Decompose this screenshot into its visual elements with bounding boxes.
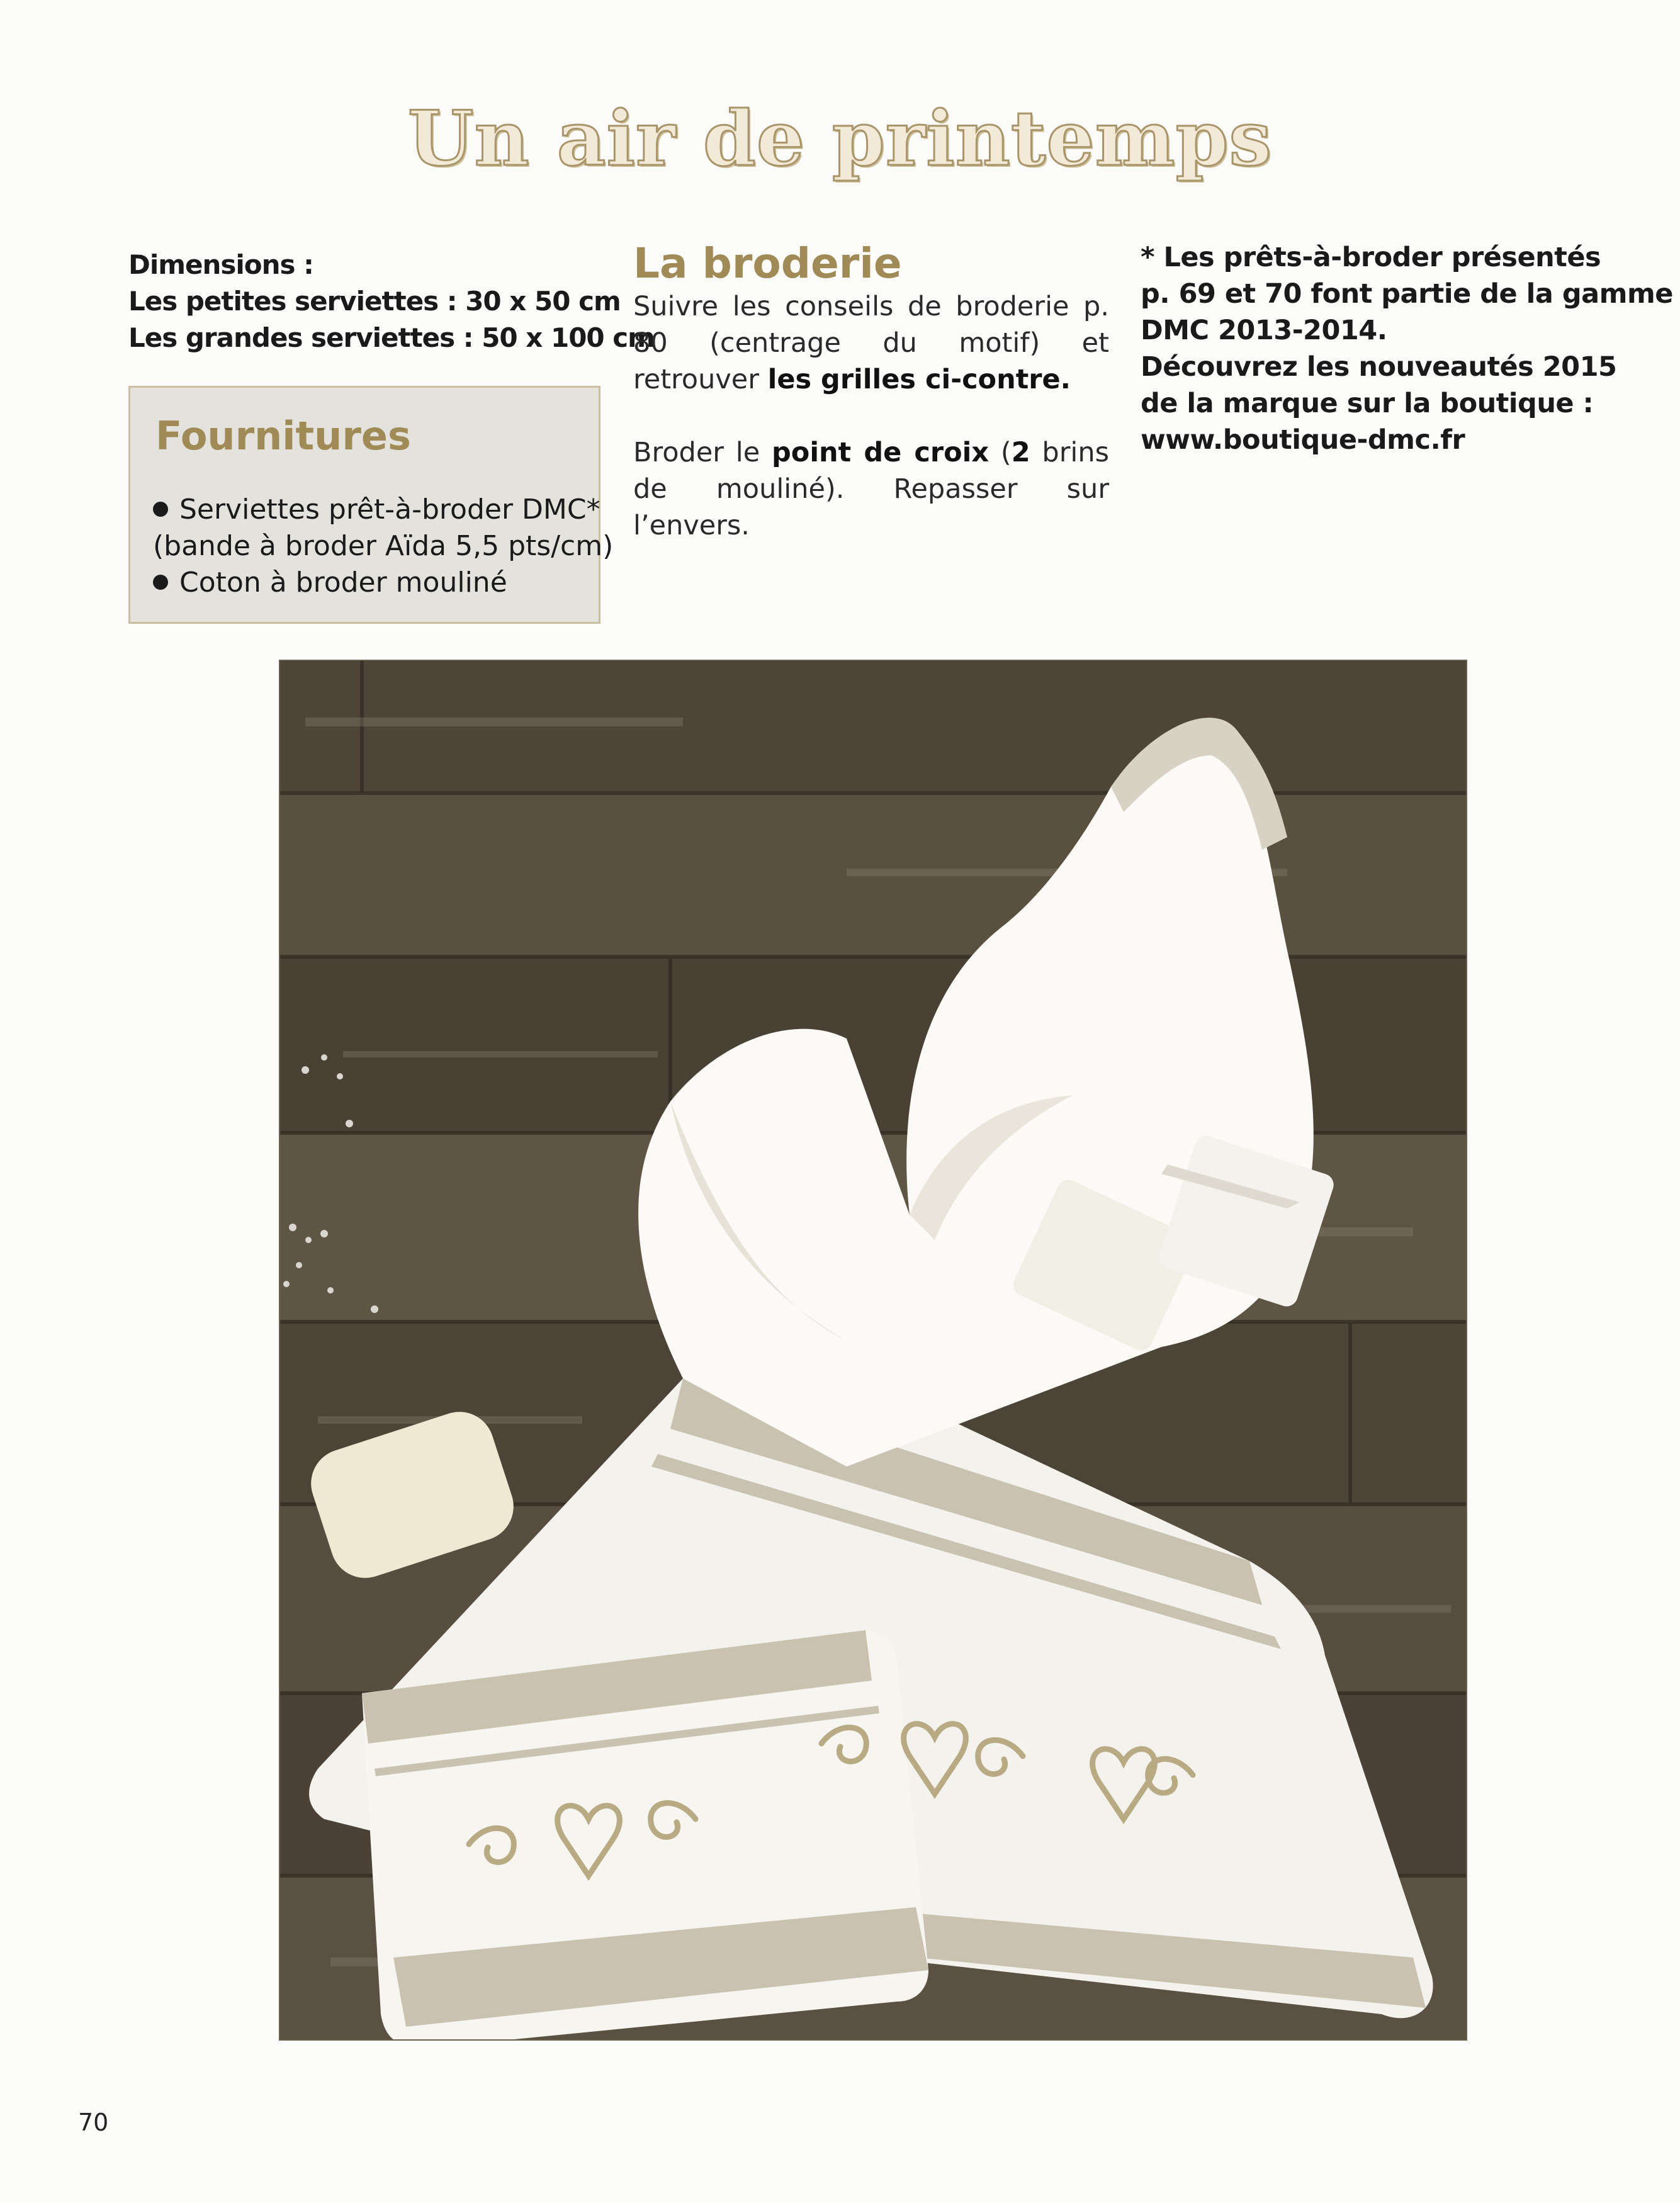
note-line-1: * Les prêts-à-broder présentés: [1141, 242, 1601, 273]
note-line-5: de la marque sur la boutique :: [1141, 388, 1594, 419]
broderie-p1-bold: les grilles ci-contre.: [767, 364, 1071, 395]
note-link[interactable]: www.boutique-dmc.fr: [1141, 424, 1465, 456]
fournitures-item1-line2: (bande à broder Aïda 5,5 pts/cm): [153, 530, 614, 562]
fournitures-item2: Coton à broder mouliné: [179, 566, 507, 599]
broderie-p1-text: Suivre les conseils de broderie p. 80 (centrage du motif) et retrouver: [633, 291, 1109, 395]
broderie-p2-bold-b: 2: [1011, 437, 1030, 468]
bullet-icon: [153, 502, 168, 517]
list-item: [153, 565, 613, 601]
dimensions-heading: Dimensions :: [128, 249, 313, 280]
fournitures-title: Fournitures: [155, 413, 411, 459]
list-item: [153, 492, 613, 528]
broderie-paragraph-1: [633, 288, 1109, 398]
broderie-title: La broderie: [633, 239, 902, 288]
note-line-3: DMC 2013-2014.: [1141, 315, 1387, 346]
dimensions-large: Les grandes serviettes : 50 x 100 cm: [128, 322, 655, 353]
dimensions-block: [128, 247, 655, 356]
page-number: 70: [78, 2109, 109, 2136]
dimensions-small: Les petites serviettes : 30 x 50 cm: [128, 286, 621, 317]
note-line-4: Découvrez les nouveautés 2015: [1141, 351, 1617, 383]
bullet-icon: [153, 575, 168, 590]
towel-photo-illustration: [280, 661, 1467, 2041]
note-line-2: p. 69 et 70 font partie de la gamme: [1141, 278, 1673, 310]
fournitures-list: [153, 492, 613, 601]
broderie-p2-text-c: brins de mouliné). Repasser sur l’envers.: [633, 437, 1110, 541]
towel-photo: [279, 660, 1467, 2041]
small-towel: [362, 1630, 928, 2041]
broderie-paragraph-2: [633, 434, 1109, 544]
fournitures-box: [128, 386, 614, 624]
broderie-text: [633, 288, 1109, 544]
page-title: Un air de printemps: [407, 94, 1273, 183]
fournitures-item1-line1: Serviettes prêt-à-broder DMC*: [179, 493, 600, 526]
broderie-p2-text-b: (: [989, 437, 1012, 468]
broderie-p2-bold-a: point de croix: [772, 437, 989, 468]
note-block: [1141, 239, 1673, 458]
broderie-p2-text-a: Broder le: [633, 437, 772, 468]
